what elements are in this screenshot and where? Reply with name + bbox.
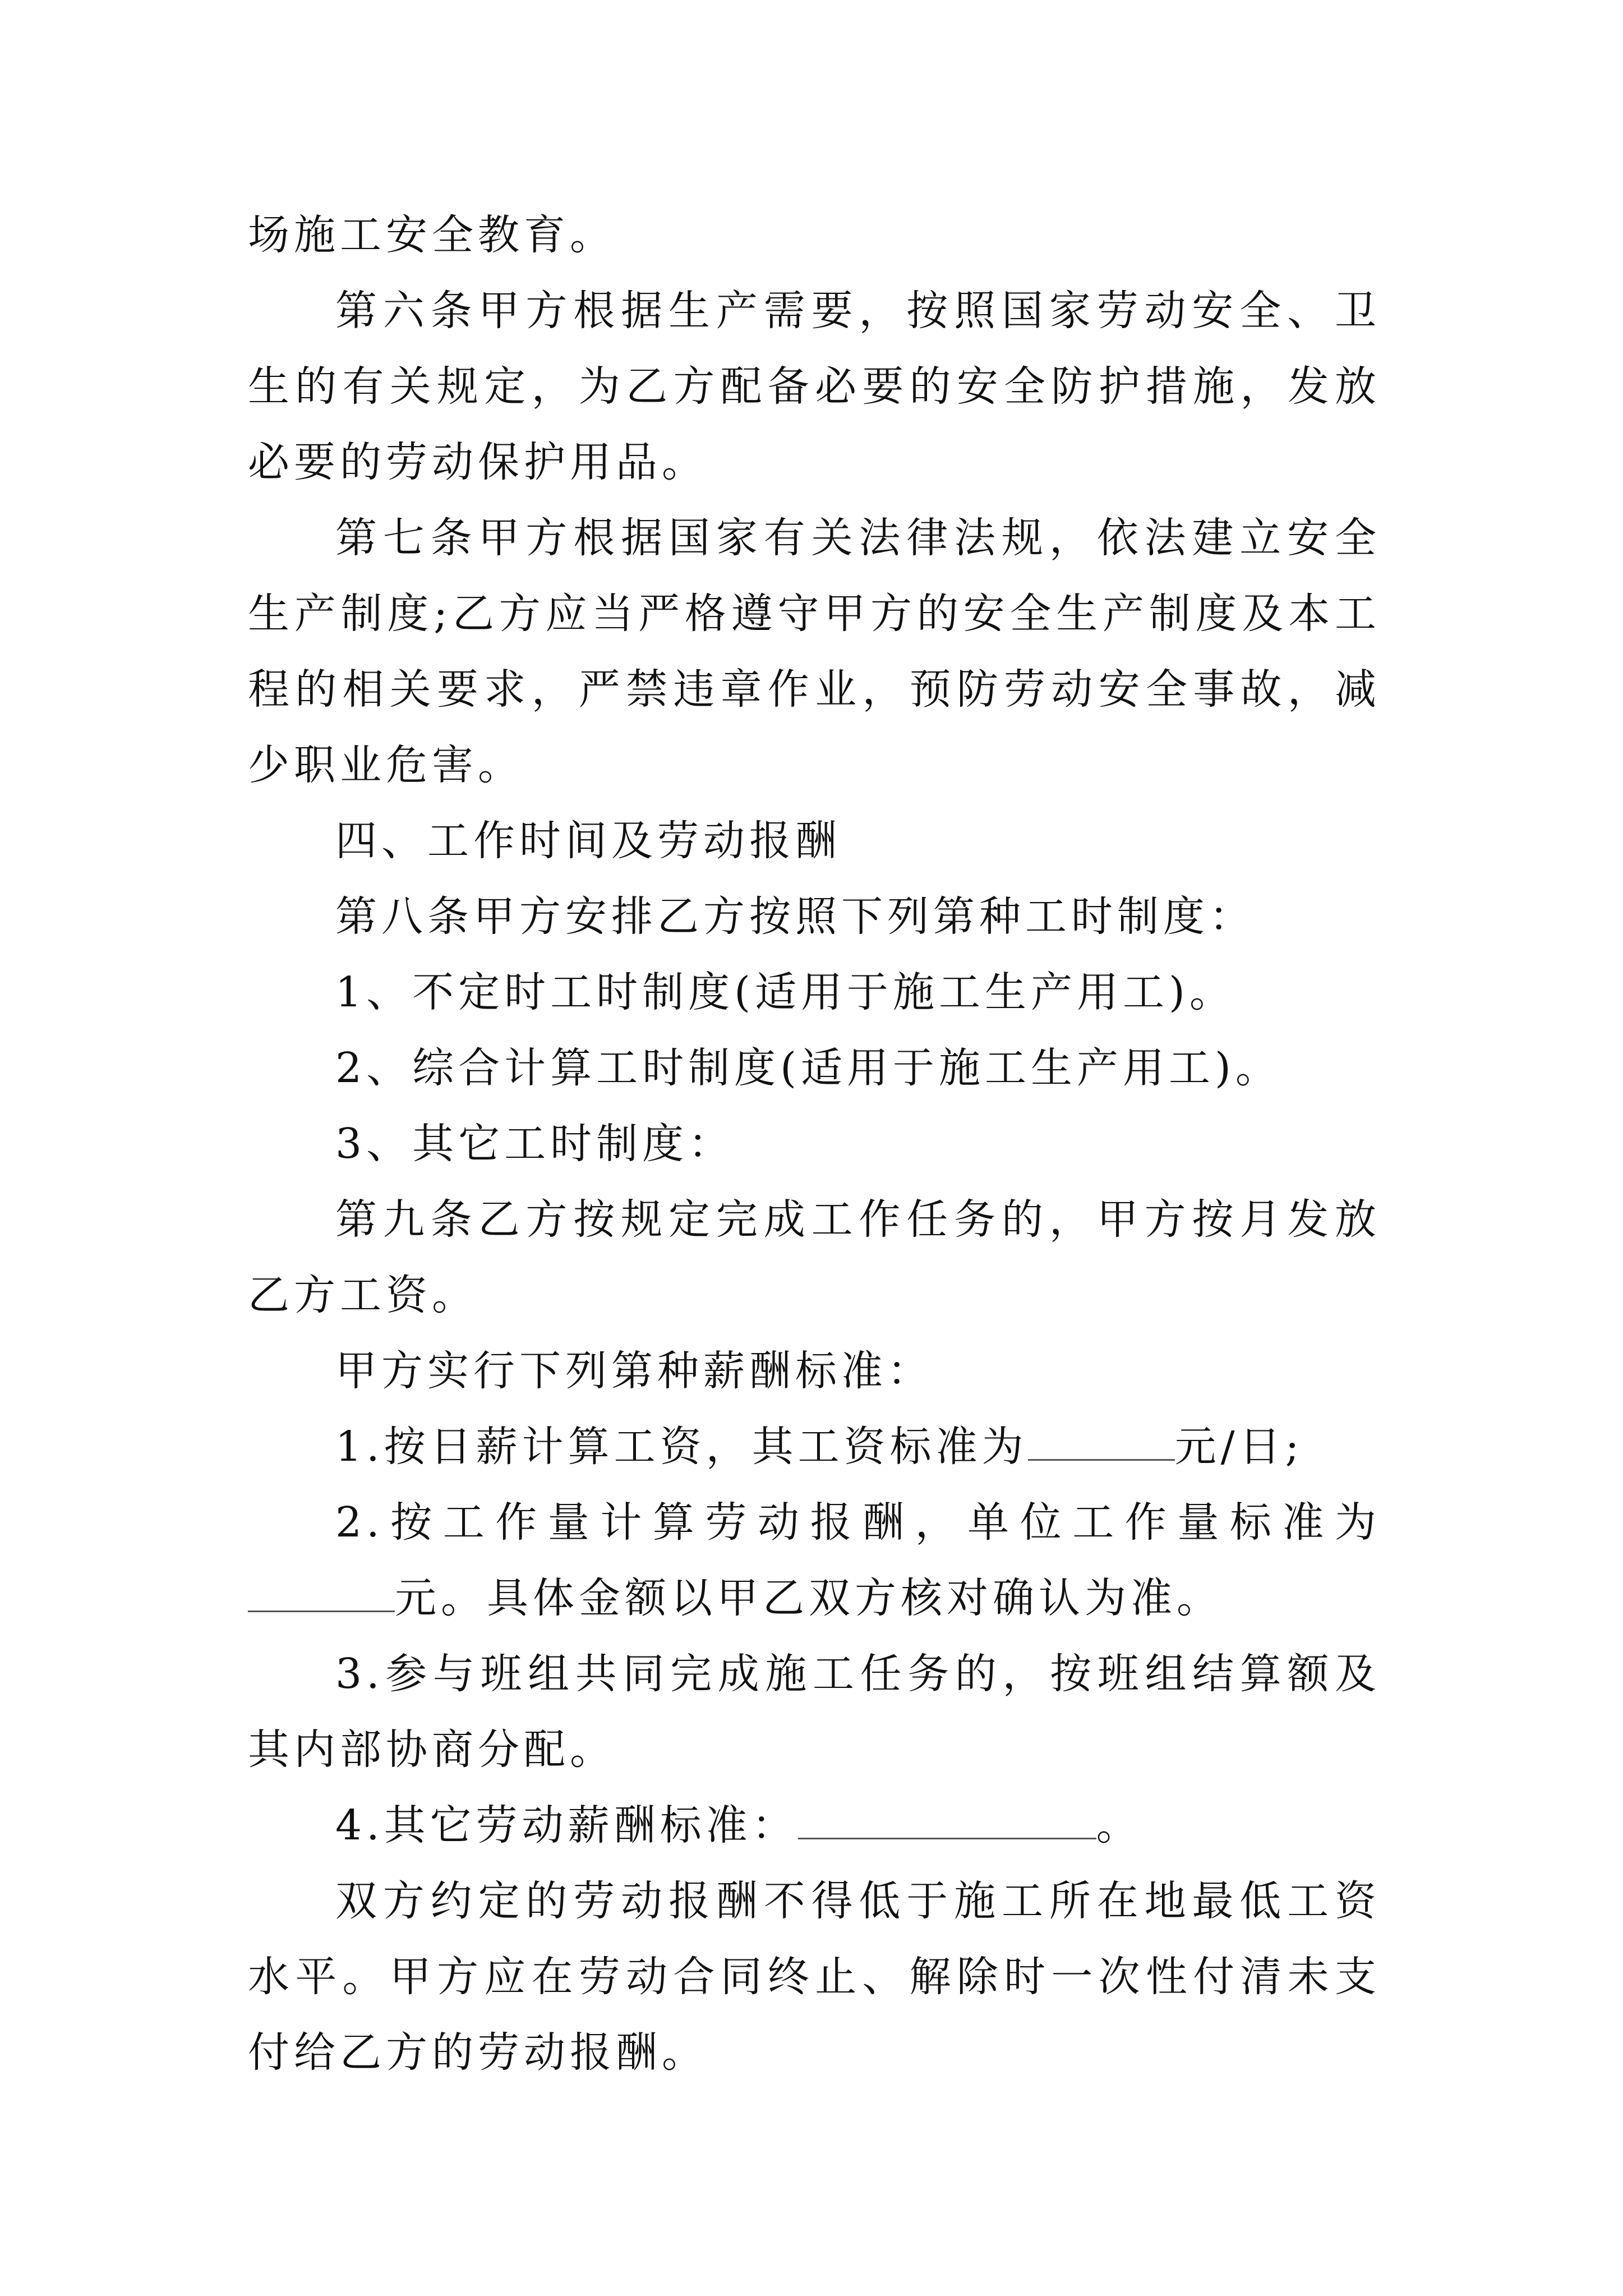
- paragraph-article-7: 第七条甲方根据国家有关法律法规，依法建立安全生产制度;乙方应当严格遵守甲方的安全生产制度及本工程的相关要求，严禁违章作业，预防劳动安全事故，减少职业危害。: [248, 514, 1381, 789]
- pay-option-1: [248, 1409, 1381, 1485]
- work-hours-option-2: 2、综合计算工时制度(适用于施工生产用工)。: [335, 1044, 1281, 1092]
- pay-option-2-unit: 元。具体金额以甲乙双方核对确认为准。: [395, 1574, 1223, 1622]
- pay-option-4: [248, 1788, 1381, 1864]
- pay-option-2: [248, 1485, 1381, 1636]
- paragraph-safety-education-end: 场施工安全教育。: [248, 211, 616, 259]
- pay-option-1-unit: 元/日;: [1174, 1423, 1304, 1471]
- paragraph-article-8: 第八条甲方安排乙方按照下列第种工时制度：: [335, 892, 1255, 941]
- pay-option-1-text: 1.按日薪计算工资，其工资标准为: [335, 1423, 1028, 1471]
- work-hours-option-3: 3、其它工时制度：: [335, 1120, 735, 1168]
- pay-option-4-text: 4.其它劳动薪酬标准：: [335, 1801, 798, 1849]
- contract-body: [248, 197, 1381, 2091]
- section-heading-work-time-pay: 四、工作时间及劳动报酬: [335, 817, 841, 865]
- pay-option-4-end: 。: [1096, 1801, 1142, 1849]
- daily-wage-blank[interactable]: [1028, 1423, 1175, 1461]
- work-hours-option-1: 1、不定时工时制度(适用于施工生产用工)。: [335, 968, 1235, 1016]
- paragraph-article-9: 第九条乙方按规定完成工作任务的，甲方按月发放乙方工资。: [248, 1195, 1381, 1319]
- paragraph-article-6: 第六条甲方根据生产需要，按照国家劳动安全、卫生的有关规定，为乙方配备必要的安全防护措施，发放必要的劳动保护用品。: [248, 287, 1381, 486]
- pay-option-3: 3.参与班组共同完成施工任务的，按班组结算额及其内部协商分配。: [248, 1650, 1381, 1774]
- other-pay-blank[interactable]: [798, 1802, 1096, 1839]
- pay-option-2-text: 2.按工作量计算劳动报酬，单位工作量标准为: [335, 1498, 1381, 1547]
- paragraph-pay-standard-intro: 甲方实行下列第种薪酬标准：: [335, 1347, 933, 1395]
- workload-rate-blank[interactable]: [248, 1575, 395, 1612]
- paragraph-minimum-wage: 双方约定的劳动报酬不得低于施工所在地最低工资水平。甲方应在劳动合同终止、解除时一次性付清未支付给乙方的劳动报酬。: [248, 1877, 1381, 2077]
